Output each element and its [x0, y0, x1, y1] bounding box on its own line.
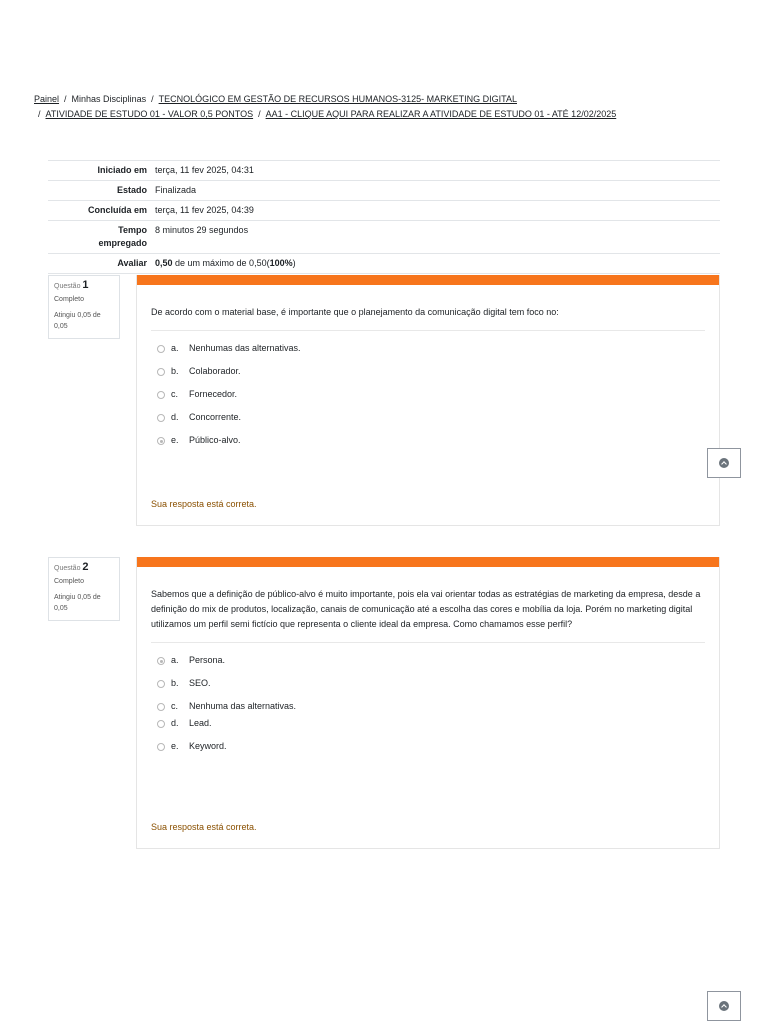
answer-letter: d. [171, 718, 179, 728]
answer-letter: b. [171, 366, 179, 376]
breadcrumb-separator: / [64, 94, 67, 104]
summary-value: 8 minutos 29 segundos [151, 221, 720, 254]
answer-option-d[interactable] [157, 412, 719, 435]
breadcrumb-separator: / [258, 109, 261, 119]
feedback-correct: Sua resposta está correta. [151, 499, 257, 509]
summary-label-line: Tempo [118, 225, 147, 235]
question-status: Completo [54, 578, 84, 585]
radio-unchecked-icon[interactable] [157, 345, 165, 353]
radio-checked-icon[interactable] [157, 657, 165, 665]
summary-row-time [48, 221, 720, 254]
question-accent-bar [137, 557, 719, 567]
answer-text: Nenhumas das alternativas. [189, 343, 301, 353]
question-prefix: Questão [54, 565, 81, 572]
answer-option-b[interactable] [157, 678, 719, 701]
answer-text: Colaborador. [189, 366, 241, 376]
question-accent-bar [137, 275, 719, 285]
question-number-value: 1 [82, 279, 89, 291]
answer-option-e[interactable] [157, 435, 719, 458]
answer-list [157, 655, 719, 764]
question-number [54, 280, 114, 292]
question-info-1 [48, 275, 120, 339]
answer-text: Lead. [189, 718, 212, 728]
chevron-up-circle-icon [719, 1001, 729, 1011]
scroll-to-top-button[interactable] [707, 448, 741, 478]
answer-option-b[interactable] [157, 366, 719, 389]
summary-value [151, 254, 720, 274]
answer-letter: a. [171, 343, 179, 353]
summary-value: Finalizada [151, 181, 720, 201]
grade-score: 0,50 [155, 258, 173, 268]
summary-value: terça, 11 fev 2025, 04:31 [151, 161, 720, 181]
breadcrumb-separator: / [38, 109, 41, 119]
answer-letter: d. [171, 412, 179, 422]
answer-text: Fornecedor. [189, 389, 238, 399]
question-status: Completo [54, 296, 84, 303]
answer-text: Nenhuma das alternativas. [189, 701, 297, 711]
radio-checked-icon[interactable] [157, 437, 165, 445]
answer-text: Público-alvo. [189, 435, 241, 445]
question-info-2 [48, 557, 120, 621]
feedback-correct: Sua resposta está correta. [151, 822, 257, 832]
attempt-summary-table [48, 160, 720, 274]
answer-text: SEO. [189, 678, 211, 688]
question-card-1 [136, 275, 720, 526]
answer-list [157, 343, 719, 458]
answer-option-e[interactable] [157, 741, 719, 764]
breadcrumb-separator: / [151, 94, 154, 104]
breadcrumb-link-painel[interactable]: Painel [34, 94, 60, 104]
answer-letter: e. [171, 741, 179, 751]
summary-label: Estado [48, 181, 151, 201]
answer-option-c[interactable] [157, 701, 719, 718]
answer-letter: c. [171, 389, 179, 399]
answer-option-a[interactable] [157, 343, 719, 366]
summary-label: Iniciado em [48, 161, 151, 181]
radio-unchecked-icon[interactable] [157, 720, 165, 728]
breadcrumb-link-quiz[interactable]: AA1 - CLIQUE AQUI PARA REALIZAR A ATIVIDADE DE ESTUDO 01 - ATÉ 12/02/2025 [265, 109, 617, 119]
question-number-value: 2 [82, 561, 89, 573]
radio-unchecked-icon[interactable] [157, 391, 165, 399]
breadcrumb [34, 92, 734, 122]
grade-end: ) [292, 258, 296, 268]
question-text: De acordo com o material base, é importante que o planejamento da comunicação digital tem foco no: [151, 305, 705, 331]
question-text: Sabemos que a definição de público-alvo é muito importante, pois ela vai orientar todas as estratégias de marketing da empresa, desde a definição do mix de produtos, localização, canais de comunicação até a escolha das cores e mobília da loja. Porém no marketing digital utilizamos um perfil semi fictício que representa o cliente ideal da empresa. Como chamamos esse perfil? [151, 587, 705, 643]
answer-letter: e. [171, 435, 179, 445]
summary-label: Avaliar [48, 254, 151, 274]
breadcrumb-link-activity[interactable]: ATIVIDADE DE ESTUDO 01 - VALOR 0,5 PONTOS [45, 109, 254, 119]
radio-unchecked-icon[interactable] [157, 743, 165, 751]
summary-row-state [48, 181, 720, 201]
breadcrumb-item-disciplinas: Minhas Disciplinas [71, 94, 147, 104]
answer-option-a[interactable] [157, 655, 719, 678]
summary-value: terça, 11 fev 2025, 04:39 [151, 201, 720, 221]
answer-text: Concorrente. [189, 412, 242, 422]
answer-letter: c. [171, 701, 179, 711]
answer-letter: b. [171, 678, 179, 688]
question-number [54, 562, 114, 574]
grade-middle: de um máximo de 0,50( [172, 258, 270, 268]
question-grade: Atingiu 0,05 de 0,05 [54, 594, 101, 612]
chevron-up-circle-icon [719, 458, 729, 468]
radio-unchecked-icon[interactable] [157, 368, 165, 376]
radio-unchecked-icon[interactable] [157, 680, 165, 688]
scroll-to-top-button[interactable] [707, 991, 741, 1021]
radio-unchecked-icon[interactable] [157, 414, 165, 422]
summary-label-line: empregado [98, 238, 147, 248]
summary-row-completed [48, 201, 720, 221]
grade-percent: 100% [269, 258, 293, 268]
summary-label: Concluída em [48, 201, 151, 221]
answer-option-c[interactable] [157, 389, 719, 412]
answer-option-d[interactable] [157, 718, 719, 741]
radio-unchecked-icon[interactable] [157, 703, 165, 711]
answer-text: Keyword. [189, 741, 227, 751]
answer-text: Persona. [189, 655, 226, 665]
summary-label [48, 221, 151, 254]
question-grade: Atingiu 0,05 de 0,05 [54, 312, 101, 330]
question-prefix: Questão [54, 283, 81, 290]
breadcrumb-link-course[interactable]: TECNOLÓGICO EM GESTÃO DE RECURSOS HUMANOS-3125- MARKETING DIGITAL [158, 94, 517, 104]
summary-row-grade [48, 254, 720, 274]
answer-letter: a. [171, 655, 179, 665]
summary-row-started [48, 161, 720, 181]
question-card-2 [136, 557, 720, 849]
